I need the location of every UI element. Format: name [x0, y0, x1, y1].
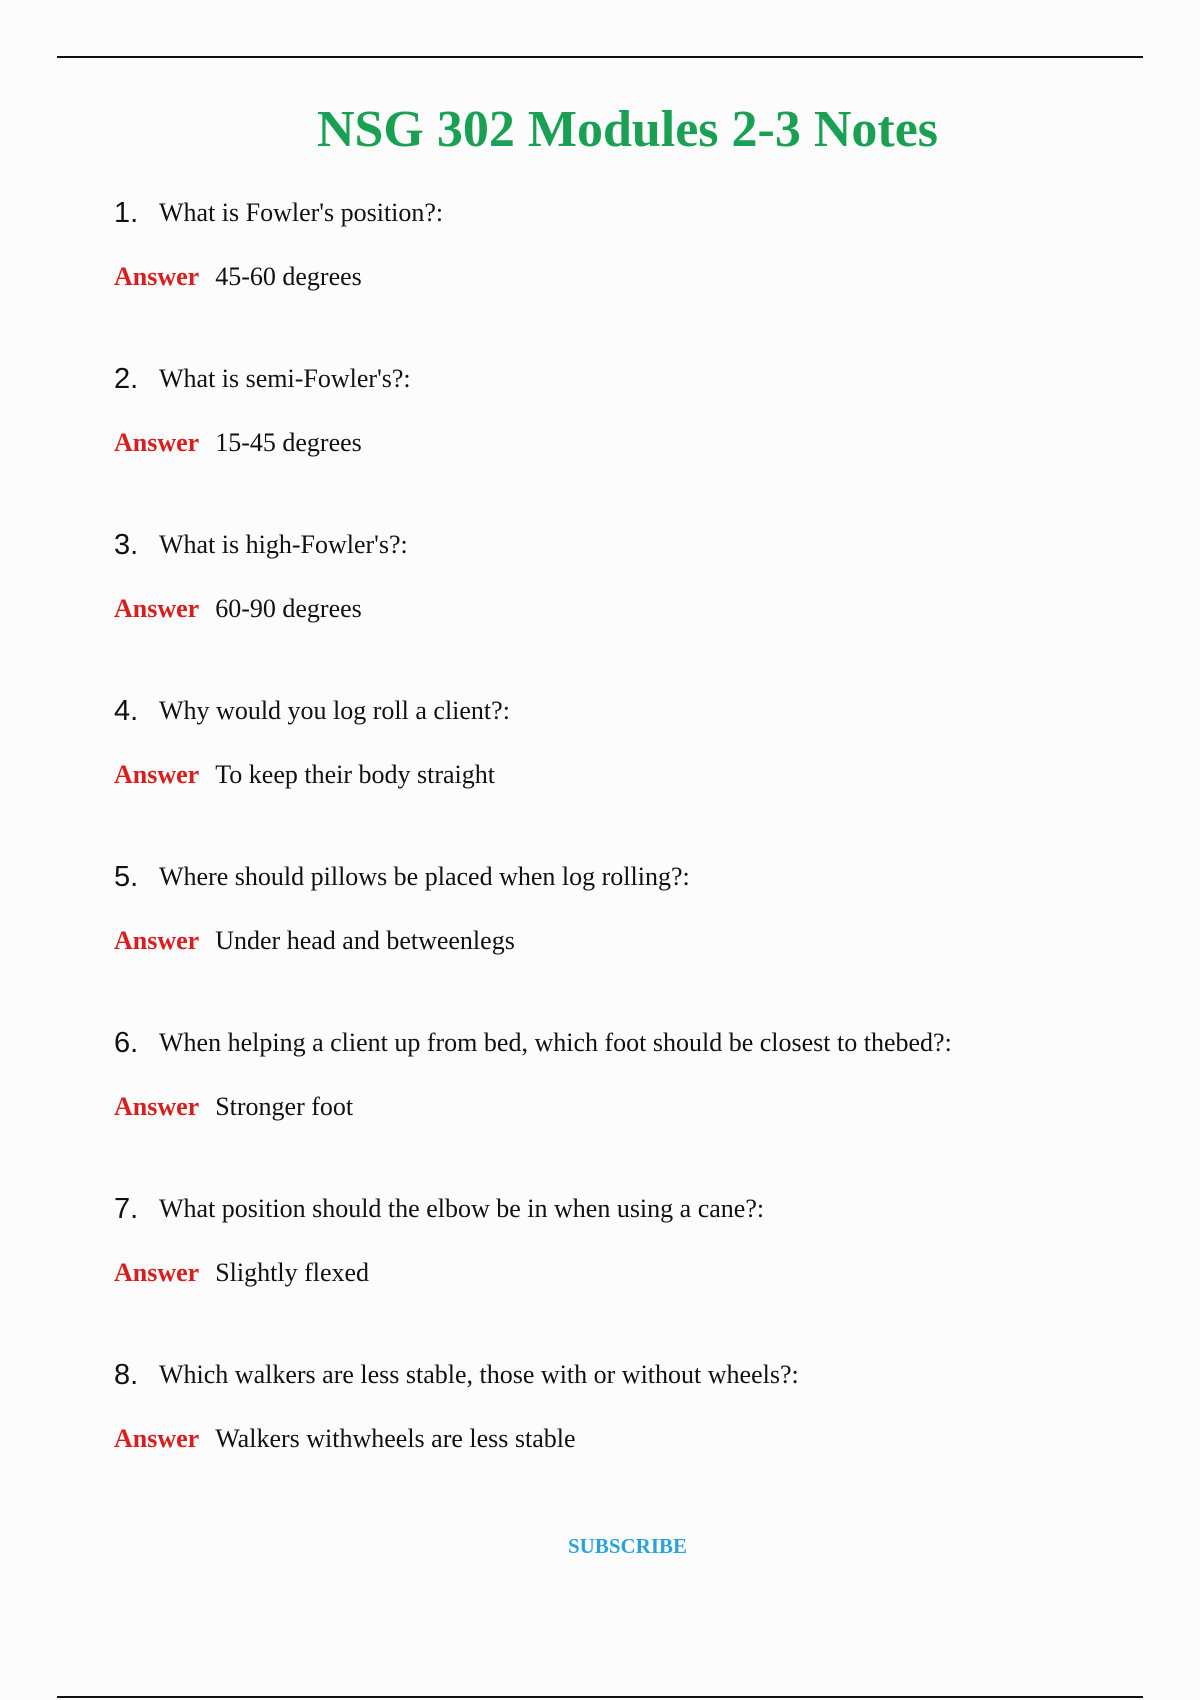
question-number: 5. [114, 860, 139, 893]
answer-text: Slightly flexed [215, 1258, 370, 1287]
answer-text: Stronger foot [215, 1092, 354, 1121]
answer [114, 918, 515, 964]
question [114, 190, 443, 236]
question [114, 356, 411, 402]
answer [114, 1416, 576, 1462]
question-number: 1. [114, 196, 139, 229]
question-text: What is high-Fowler's?: [159, 530, 408, 559]
question [114, 522, 408, 568]
question-text: What is semi-Fowler's?: [159, 364, 411, 393]
qa-item [114, 522, 1114, 688]
answer-label: Answer [114, 1424, 200, 1453]
question-text: Which walkers are less stable, those with or without wheels?: [159, 1360, 799, 1389]
bottom-rule [57, 1696, 1143, 1698]
answer-text: To keep their body straight [215, 760, 495, 789]
answer [114, 420, 362, 466]
answer [114, 1250, 369, 1296]
answer-text: Walkers withwheels are less stable [215, 1424, 576, 1453]
qa-item [114, 356, 1114, 522]
answer [114, 1084, 353, 1130]
answer-label: Answer [114, 926, 200, 955]
subscribe-link[interactable]: SUBSCRIBE [567, 1534, 688, 1558]
question-number: 3. [114, 528, 139, 561]
qa-item [114, 854, 1114, 1020]
answer-label: Answer [114, 760, 200, 789]
qa-item [114, 1352, 1114, 1518]
qa-item [114, 688, 1114, 854]
answer-label: Answer [114, 262, 200, 291]
answer [114, 254, 362, 300]
question [114, 1186, 764, 1232]
qa-item [114, 1186, 1114, 1352]
question-number: 2. [114, 362, 139, 395]
document-title: NSG 302 Modules 2-3 Notes [316, 101, 939, 158]
answer-label: Answer [114, 428, 200, 457]
question-text: When helping a client up from bed, which foot should be closest to thebed?: [159, 1028, 952, 1057]
question-number: 4. [114, 694, 139, 727]
question-number: 8. [114, 1358, 139, 1391]
question [114, 1020, 952, 1066]
qa-list [114, 190, 1114, 1518]
question [114, 1352, 799, 1398]
qa-item [114, 1020, 1114, 1186]
answer-text: Under head and betweenlegs [215, 926, 515, 955]
answer-text: 15-45 degrees [215, 428, 362, 457]
answer-text: 60-90 degrees [215, 594, 362, 623]
answer-label: Answer [114, 1258, 200, 1287]
question-text: Why would you log roll a client?: [159, 696, 510, 725]
question [114, 854, 690, 900]
question-text: What position should the elbow be in when using a cane?: [159, 1194, 765, 1223]
question-number: 7. [114, 1192, 139, 1225]
answer [114, 586, 362, 632]
question-text: What is Fowler's position?: [159, 198, 444, 227]
answer-text: 45-60 degrees [215, 262, 362, 291]
qa-item [114, 190, 1114, 356]
question-number: 6. [114, 1026, 139, 1059]
question-text: Where should pillows be placed when log rolling?: [159, 862, 690, 891]
answer-label: Answer [114, 594, 200, 623]
answer-label: Answer [114, 1092, 200, 1121]
answer [114, 752, 495, 798]
top-rule [57, 56, 1143, 58]
question [114, 688, 510, 734]
